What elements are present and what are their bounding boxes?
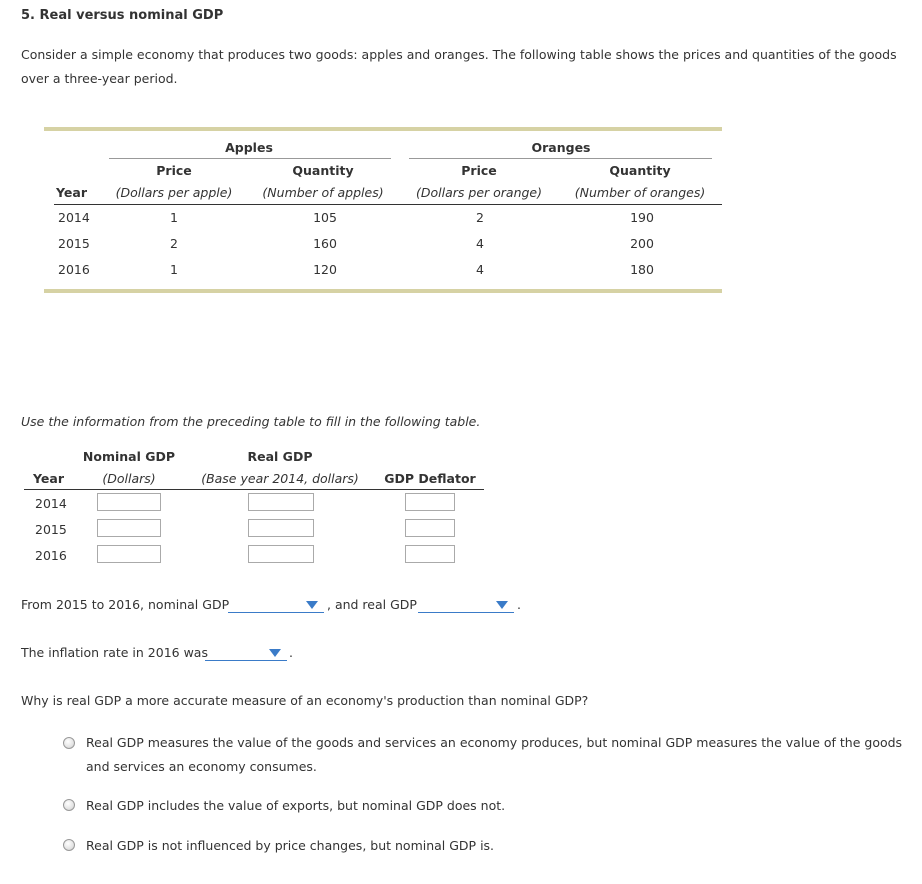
year-header: Year [56,185,87,200]
gdp-deflator-input-2014[interactable] [405,493,455,511]
year-cell: 2014 [58,210,90,225]
gdp-deflator-input-2015[interactable] [405,519,455,537]
year-cell: 2014 [35,496,67,511]
year-cell: 2016 [58,262,90,277]
apple-qty-cell: 160 [313,236,337,251]
nominal-gdp-input-2016[interactable] [97,545,161,563]
q1-middle: , and real GDP [327,597,417,612]
real-gdp-input-2014[interactable] [248,493,314,511]
year-cell: 2015 [35,522,67,537]
real-gdp-input-2015[interactable] [248,519,314,537]
real-gdp-change-dropdown[interactable] [418,597,514,613]
orange-qty-cell: 180 [630,262,654,277]
header-rule [24,489,484,490]
apple-qty-header: Quantity [292,163,354,178]
option-label[interactable]: Real GDP measures the value of the goods and services an economy produces, but nominal GDP measures the value of the goods and services an economy consumes. [86,735,903,774]
q2-suffix: . [289,645,293,660]
dropdown-arrow-icon [496,601,508,609]
apple-price-header: Price [156,163,192,178]
orange-qty-header: Quantity [609,163,671,178]
q3-question: Why is real GDP a more accurate measure of an economy's production than nominal GDP? [21,693,589,708]
nominal-gdp-input-2015[interactable] [97,519,161,537]
option-label[interactable]: Real GDP is not influenced by price changes, but nominal GDP is. [86,838,495,853]
inflation-rate-dropdown[interactable] [205,645,287,661]
nominal-gdp-header: Nominal GDP [82,449,176,464]
gdp-deflator-input-2016[interactable] [405,545,455,563]
oranges-group-rule [409,158,712,159]
group-header-apples: Apples [225,140,273,155]
real-gdp-input-2016[interactable] [248,545,314,563]
orange-qty-cell: 200 [630,236,654,251]
dropdown-arrow-icon [306,601,318,609]
intro-text: Consider a simple economy that produces two goods: apples and oranges. The following table shows the prices and quantities of the goods over a three-year period. [21,47,897,86]
nominal-gdp-input-2014[interactable] [97,493,161,511]
apple-price-cell: 2 [170,236,178,251]
q2-prefix: The inflation rate in 2016 was [21,645,208,660]
real-gdp-unit: (Base year 2014, dollars) [201,471,359,486]
q1-suffix: . [517,597,521,612]
orange-price-header: Price [461,163,497,178]
header-rule [54,204,722,205]
nominal-gdp-change-dropdown[interactable] [228,597,324,613]
instruction-text: Use the information from the preceding table to fill in the following table. [21,414,481,429]
radio-button[interactable] [63,737,75,749]
table-top-border [44,127,722,131]
nominal-gdp-unit: (Dollars) [102,471,156,486]
orange-price-unit: (Dollars per orange) [416,185,542,200]
orange-price-cell: 4 [476,262,484,277]
orange-qty-cell: 190 [630,210,654,225]
option-label[interactable]: Real GDP includes the value of exports, but nominal GDP does not. [86,798,506,813]
gdp-deflator-header: GDP Deflator [384,471,476,486]
apple-qty-cell: 120 [313,262,337,277]
apple-price-cell: 1 [170,210,178,225]
orange-price-cell: 2 [476,210,484,225]
year-cell: 2015 [58,236,90,251]
apples-group-rule [109,158,391,159]
apple-price-cell: 1 [170,262,178,277]
table-bottom-border [44,289,722,293]
real-gdp-header: Real GDP [247,449,313,464]
year-cell: 2016 [35,548,67,563]
dropdown-arrow-icon [269,649,281,657]
apple-qty-unit: (Number of apples) [262,185,384,200]
group-header-oranges: Oranges [531,140,591,155]
year-header: Year [33,471,64,486]
orange-qty-unit: (Number of oranges) [574,185,706,200]
page-title: 5. Real versus nominal GDP [21,8,224,23]
radio-button[interactable] [63,839,75,851]
apple-price-unit: (Dollars per apple) [115,185,233,200]
orange-price-cell: 4 [476,236,484,251]
apple-qty-cell: 105 [313,210,337,225]
q1-prefix: From 2015 to 2016, nominal GDP [21,597,230,612]
radio-button[interactable] [63,799,75,811]
